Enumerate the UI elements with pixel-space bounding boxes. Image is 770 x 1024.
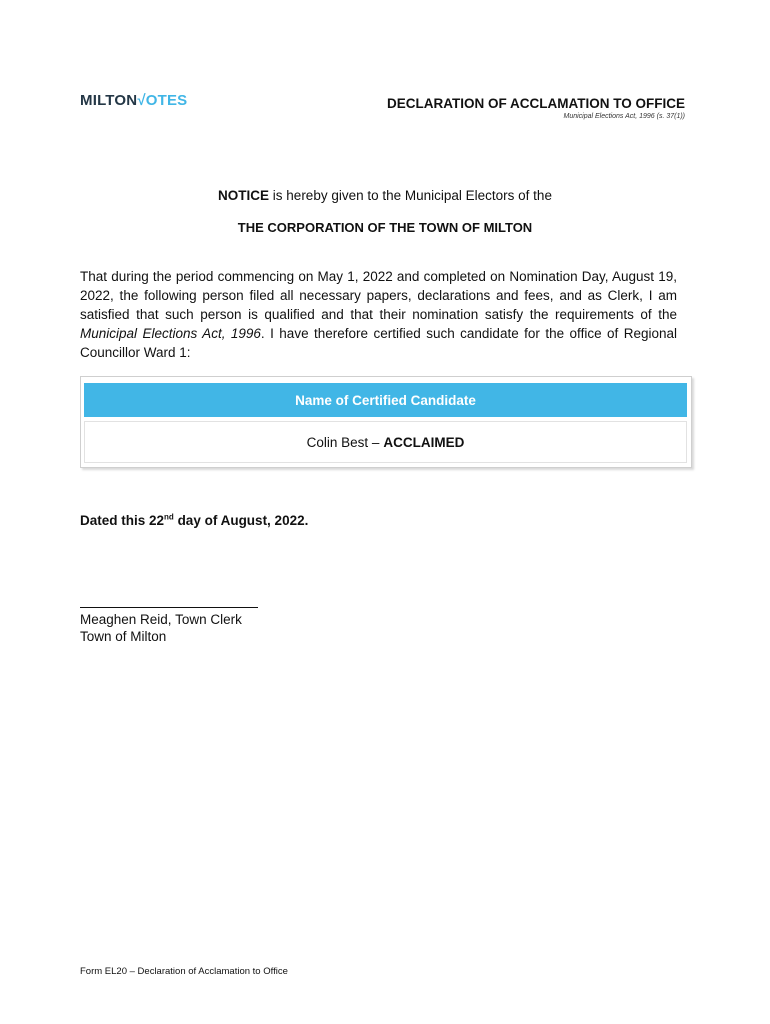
dated-line xyxy=(80,513,308,528)
body-part2: . I have therefore certified such candidate for the office of Regional Councillor Ward 1: xyxy=(80,326,678,360)
signatory-organization: Town of Milton xyxy=(80,629,167,644)
form-footer: Form EL20 – Declaration of Acclamation to Office xyxy=(80,966,288,977)
body-act-name: Municipal Elections Act, 1996 xyxy=(80,326,261,341)
body-part1: That during the period commencing on May 1, 2022 and completed on Nomination Day, August 19, 2022, the following person filed all necessary papers, declarations and fees, and as Clerk, I am satisfied that such person is qualified and that their nomination satisfy the requirements of the xyxy=(80,269,677,322)
corporation-heading: THE CORPORATION OF THE TOWN OF MILTON xyxy=(237,220,533,235)
notice-rest: is hereby given to the Municipal Electors of the xyxy=(269,188,552,203)
body-paragraph xyxy=(80,267,677,362)
candidate-table xyxy=(80,376,692,468)
document-subtitle: Municipal Elections Act, 1996 (s. 37(1)) xyxy=(563,113,685,120)
logo-text-votes: OTES xyxy=(145,92,188,109)
table-row xyxy=(84,421,687,463)
logo-check-icon: √ xyxy=(137,92,146,109)
notice-bold: NOTICE xyxy=(218,188,270,203)
table-header: Name of Certified Candidate xyxy=(84,383,687,417)
candidate-status: ACCLAIMED xyxy=(383,434,465,450)
dated-ordinal: nd xyxy=(164,512,174,522)
candidate-name: Colin Best – xyxy=(306,434,380,450)
signatory-name: Meaghen Reid, Town Clerk xyxy=(80,612,242,627)
milton-votes-logo xyxy=(80,92,187,110)
dated-prefix: Dated this 22 xyxy=(80,513,165,528)
signature-line xyxy=(80,607,258,608)
dated-rest: day of August, 2022. xyxy=(173,513,309,528)
document-title: DECLARATION OF ACCLAMATION TO OFFICE xyxy=(387,96,685,111)
logo-text-milton: MILTON xyxy=(80,92,138,109)
notice-line xyxy=(0,188,770,203)
